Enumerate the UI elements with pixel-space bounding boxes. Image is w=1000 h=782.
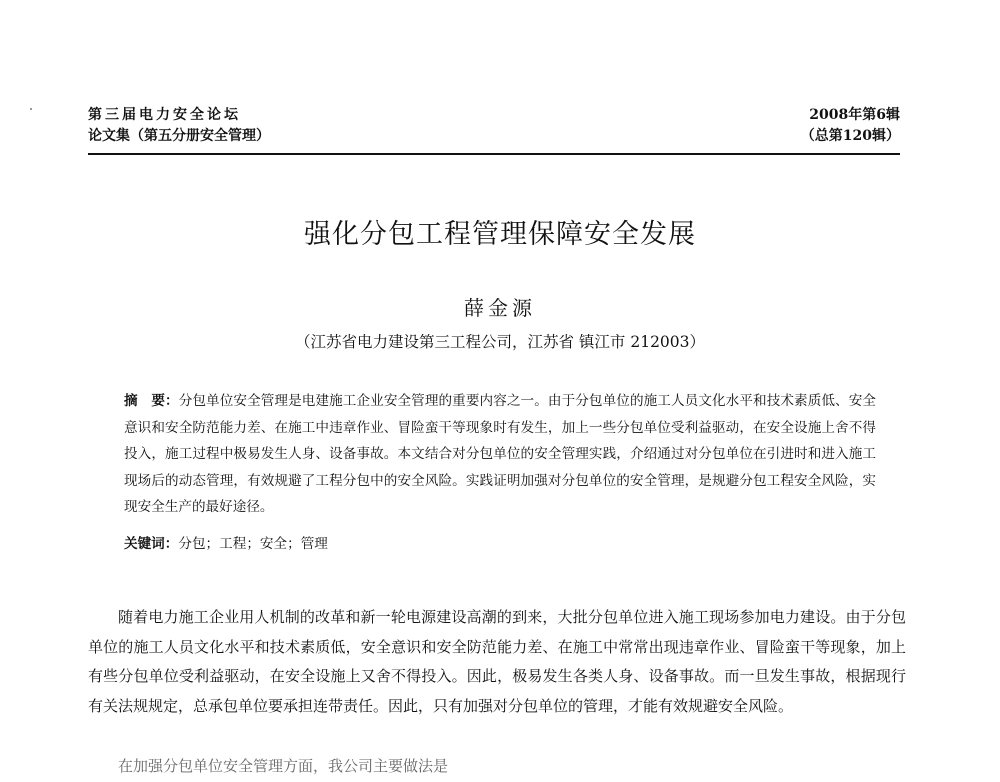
keywords-label: 关键词： [124, 536, 179, 552]
keywords [124, 531, 328, 558]
total-issue-number: （总第120辑） [800, 128, 900, 144]
author-affiliation: （江苏省电力建设第三工程公司，江苏省 镇江市 212003） [294, 333, 706, 351]
journal-header [88, 105, 270, 147]
author-name: 薛金源 [464, 296, 536, 320]
issue-info [801, 105, 900, 147]
abstract-text: 分包单位安全管理是电建施工企业安全管理的重要内容之一。由于分包单位的施工人员文化水平和技术素质低、安全意识和安全防范能力差、在施工中违章作业、冒险蛮干等现象时有发生，加上一些分包单位受利益驱动，在安全设施上舍不得投入，施工过程中极易发生人身、设备事故。本文结合对分包单位的安全管理实践，介绍通过对分包单位在引进时和进入施工现场后的动态管理，有效规避了工程分包中的安全风险。实践证明加强对分包单位的安全管理，是规避分包工程安全风险，实现安全生产的最好途径。 [124, 393, 877, 515]
abstract-label: 摘 要： [124, 393, 179, 409]
forum-name: 第三届电力安全论坛 [88, 107, 241, 123]
body-paragraph: 随着电力施工企业用人机制的改革和新一轮电源建设高潮的到来，大批分包单位进入施工现场参加电力建设。由于分包单位的施工人员文化水平和技术素质低，安全意识和安全防范能力差、在施工中常常出现违章作业、冒险蛮干等现象，加上有些分包单位受利益驱动，在安全设施上又舍不得投入。因此，极易发生各类人身、设备事故。而一旦发生事故，根据现行有关法规规定，总承包单位要承担连带责任。因此，只有加强对分包单位的管理，才能有效规避安全风险。 [88, 608, 906, 715]
proceedings-volume: 论文集（第五分册安全管理） [88, 128, 270, 144]
paper-title: 强化分包工程管理保障安全发展 [304, 219, 696, 250]
keywords-text: 分包；工程；安全；管理 [178, 536, 328, 552]
abstract [124, 388, 876, 521]
scan-speck [30, 108, 32, 110]
issue-number: 2008年第6辑 [809, 107, 900, 123]
header-divider [88, 153, 900, 155]
body-paragraph-next-cutoff: 在加强分包单位安全管理方面，我公司主要做法是 [118, 757, 449, 775]
